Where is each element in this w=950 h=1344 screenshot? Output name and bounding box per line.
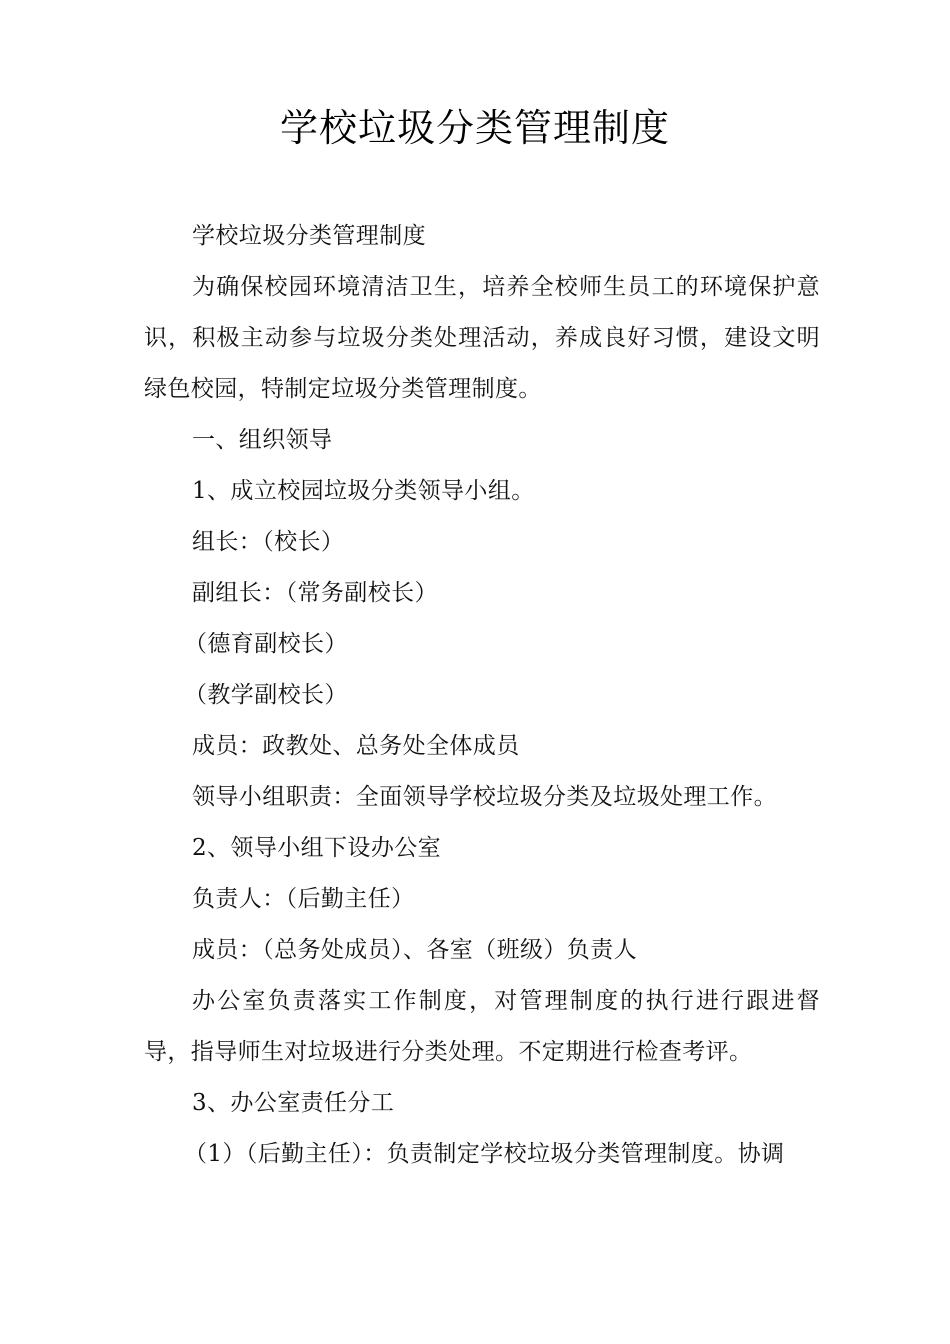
paragraph-intro: 为确保校园环境清洁卫生，培养全校师生员工的环境保护意识，积极主动参与垃圾分类处理活动，养成良好习惯，建设文明绿色校园，特制定垃圾分类管理制度。	[144, 274, 820, 402]
paragraph-item-3: 3、办公室责任分工	[192, 1090, 395, 1116]
section-heading-organization: 一、组织领导	[192, 427, 333, 453]
paragraph-office-duties: 办公室负责落实工作制度，对管理制度的执行进行跟进督导，指导师生对垃圾进行分类处理。不定期进行检查考评。	[144, 988, 820, 1065]
paragraph-office-head: 负责人：（后勤主任）	[192, 886, 415, 912]
paragraph-deputy-leader: 副组长：（常务副校长）	[192, 580, 438, 606]
paragraph-subitem-1: （1）（后勤主任）：负责制定学校垃圾分类管理制度。协调	[184, 1141, 785, 1167]
paragraph-subtitle: 学校垃圾分类管理制度	[192, 223, 426, 249]
paragraph-moral-deputy: （德育副校长）	[184, 631, 348, 657]
document-title: 学校垃圾分类管理制度	[279, 106, 670, 150]
paragraph-office-members: 成员：（总务处成员）、各室（班级）负责人	[192, 937, 637, 963]
document-body	[144, 211, 820, 1180]
paragraph-item-2: 2、领导小组下设办公室	[192, 835, 442, 861]
paragraph-teaching-deputy: （教学副校长）	[184, 682, 348, 708]
paragraph-item-1: 1、成立校园垃圾分类领导小组。	[192, 478, 535, 504]
paragraph-members: 成员：政教处、总务处全体成员	[192, 733, 520, 759]
paragraph-team-leader: 组长：（校长）	[192, 529, 345, 555]
paragraph-leader-duties: 领导小组职责：全面领导学校垃圾分类及垃圾处理工作。	[192, 784, 777, 810]
